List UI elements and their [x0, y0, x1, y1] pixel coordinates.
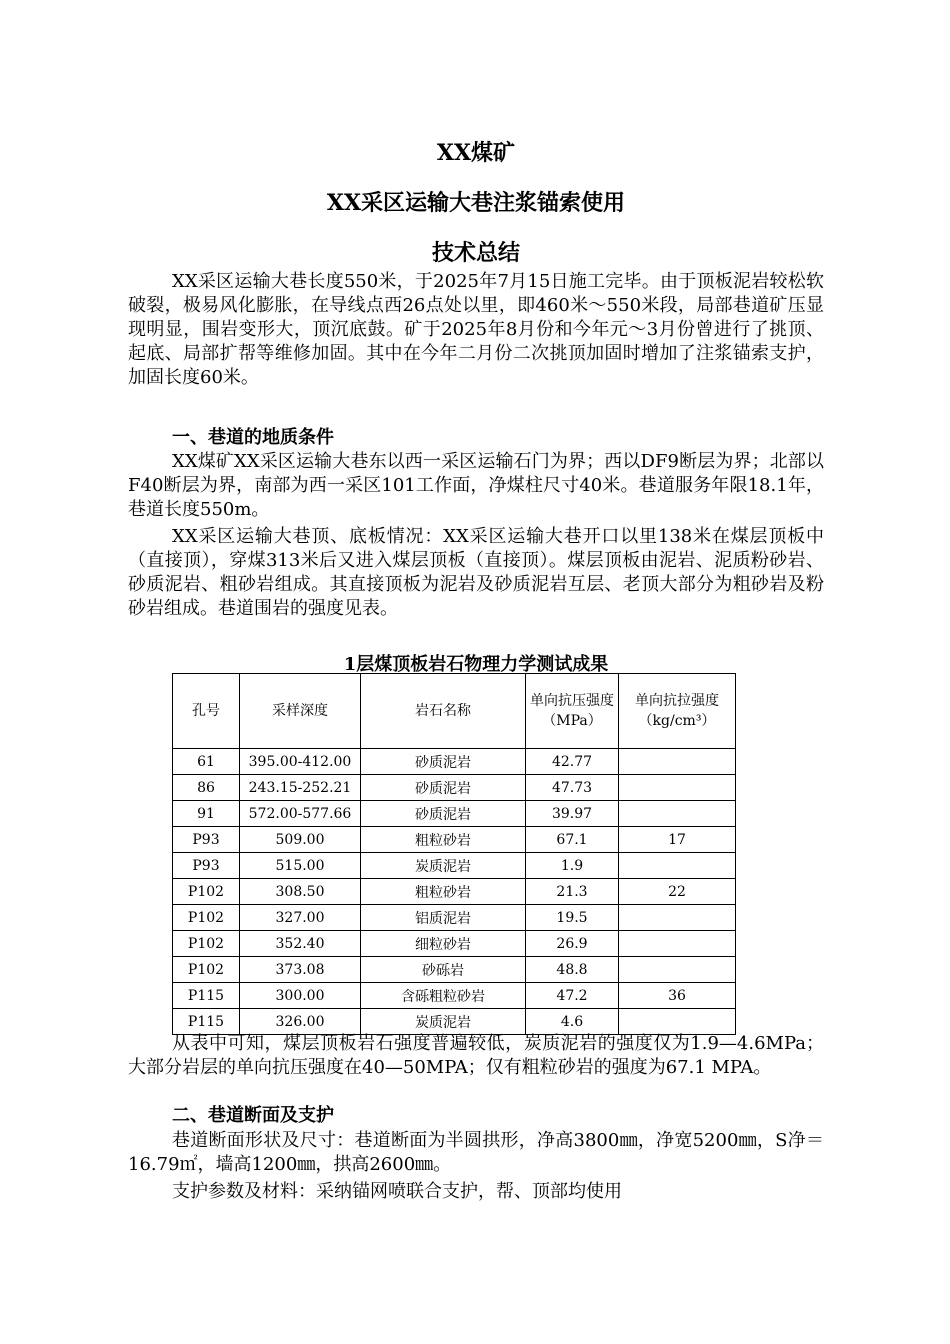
cell-rock-name: 砂质泥岩: [361, 749, 526, 775]
cell-compressive: 4.6: [526, 1009, 619, 1035]
table-body: [173, 749, 736, 1035]
rock-test-table: [172, 673, 736, 1035]
title-subject: XX采区运输大巷注浆锚索使用: [326, 190, 626, 216]
cell-depth: 572.00-577.66: [240, 801, 361, 827]
header-rock-name: 岩石名称: [361, 674, 526, 749]
cell-tensile: 17: [619, 827, 736, 853]
cell-tensile: [619, 749, 736, 775]
table-row: [173, 905, 736, 931]
cell-hole-no: P93: [173, 827, 240, 853]
cell-depth: 300.00: [240, 983, 361, 1009]
cell-compressive: 42.77: [526, 749, 619, 775]
cell-compressive: 67.1: [526, 827, 619, 853]
cell-hole-no: 91: [173, 801, 240, 827]
cell-compressive: 48.8: [526, 957, 619, 983]
cell-depth: 395.00-412.00: [240, 749, 361, 775]
intro-paragraph: XX采区运输大巷长度550米，于2025年7月15日施工完毕。由于顶板泥岩较松软破裂，极易风化膨胀，在导线点西26点处以里，即460米～550米段，局部巷道矿压显现明显，围岩变形大，顶沉底鼓。矿于2025年8月份和今年元～3月份曾进行了挑顶、起底、局部扩帮等维修加固。其中在今年二月份二次挑顶加固时增加了注浆锚索支护，加固长度60米。: [128, 271, 824, 388]
cell-rock-name: 细粒砂岩: [361, 931, 526, 957]
cell-hole-no: 86: [173, 775, 240, 801]
cell-compressive: 21.3: [526, 879, 619, 905]
cell-hole-no: P102: [173, 957, 240, 983]
table-row: [173, 749, 736, 775]
cell-rock-name: 粗粒砂岩: [361, 879, 526, 905]
cell-compressive: 39.97: [526, 801, 619, 827]
header-compressive: 单向抗压强度（MPa）: [526, 674, 619, 749]
cell-rock-name: 砂砾岩: [361, 957, 526, 983]
cell-hole-no: P102: [173, 905, 240, 931]
cell-rock-name: 砂质泥岩: [361, 801, 526, 827]
header-tensile: 单向抗拉强度（kg/cm³）: [619, 674, 736, 749]
cell-depth: 509.00: [240, 827, 361, 853]
cell-compressive: 47.2: [526, 983, 619, 1009]
cell-tensile: [619, 853, 736, 879]
cell-rock-name: 炭质泥岩: [361, 1009, 526, 1035]
cell-depth: 352.40: [240, 931, 361, 957]
table-row: [173, 801, 736, 827]
cell-tensile: [619, 905, 736, 931]
section2-paragraph-1: 巷道断面形状及尺寸：巷道断面为半圆拱形，净高3800㎜，净宽5200㎜，S净＝16.79㎡，墙高1200㎜，拱高2600㎜。: [128, 1130, 824, 1175]
table-row: [173, 879, 736, 905]
cell-rock-name: 铝质泥岩: [361, 905, 526, 931]
table-row: [173, 957, 736, 983]
cell-tensile: [619, 775, 736, 801]
section2-paragraph-2: 支护参数及材料：采纳锚网喷联合支护，帮、顶部均使用: [172, 1181, 622, 1202]
cell-hole-no: P115: [173, 1009, 240, 1035]
table-row: [173, 931, 736, 957]
cell-depth: 308.50: [240, 879, 361, 905]
cell-tensile: 22: [619, 879, 736, 905]
table-row: [173, 827, 736, 853]
cell-rock-name: 粗粒砂岩: [361, 827, 526, 853]
cell-hole-no: P102: [173, 931, 240, 957]
cell-rock-name: 含砾粗粒砂岩: [361, 983, 526, 1009]
cell-depth: 243.15-252.21: [240, 775, 361, 801]
cell-hole-no: 61: [173, 749, 240, 775]
cell-hole-no: P93: [173, 853, 240, 879]
cell-hole-no: P102: [173, 879, 240, 905]
cell-hole-no: P115: [173, 983, 240, 1009]
table-row: [173, 1009, 736, 1035]
header-depth: 采样深度: [240, 674, 361, 749]
table-header-row: [173, 674, 736, 749]
title-mine: XX煤矿: [436, 140, 516, 166]
title-summary: 技术总结: [431, 240, 520, 266]
cell-rock-name: 炭质泥岩: [361, 853, 526, 879]
cell-tensile: 36: [619, 983, 736, 1009]
table-row: [173, 775, 736, 801]
section1-paragraph-2: XX采区运输大巷顶、底板情况：XX采区运输大巷开口以里138米在煤层顶板中（直接顶），穿煤313米后又进入煤层顶板（直接顶）。煤层顶板由泥岩、泥质粉砂岩、砂质泥岩、粗砂岩组成。其直接顶板为泥岩及砂质泥岩互层、老顶大部分为粗砂岩及粉砂岩组成。巷道围岩的强度见表。: [128, 526, 824, 619]
cell-compressive: 1.9: [526, 853, 619, 879]
cell-compressive: 26.9: [526, 931, 619, 957]
cell-depth: 515.00: [240, 853, 361, 879]
cell-tensile: [619, 801, 736, 827]
table-row: [173, 983, 736, 1009]
section1-paragraph-1: XX煤矿XX采区运输大巷东以西一采区运输石门为界；西以DF9断层为界；北部以F40断层为界，南部为西一采区101工作面，净煤柱尺寸40米。巷道服务年限18.1年，巷道长度550m。: [128, 451, 824, 520]
cell-depth: 327.00: [240, 905, 361, 931]
section2-heading: 二、巷道断面及支护: [172, 1105, 334, 1126]
cell-compressive: 47.73: [526, 775, 619, 801]
cell-tensile: [619, 931, 736, 957]
table-row: [173, 853, 736, 879]
section1-heading: 一、巷道的地质条件: [172, 427, 334, 448]
cell-depth: 326.00: [240, 1009, 361, 1035]
cell-rock-name: 砂质泥岩: [361, 775, 526, 801]
header-hole-no: 孔号: [173, 674, 240, 749]
cell-depth: 373.08: [240, 957, 361, 983]
cell-tensile: [619, 1009, 736, 1035]
cell-compressive: 19.5: [526, 905, 619, 931]
after-table-paragraph: 从表中可知，煤层顶板岩石强度普遍较低，炭质泥岩的强度仅为1.9—4.6MPa；大部分岩层的单向抗压强度在40—50MPA；仅有粗粒砂岩的强度为67.1 MPA。: [128, 1033, 824, 1078]
table-caption: 1层煤顶板岩石物理力学测试成果: [343, 654, 609, 675]
cell-tensile: [619, 957, 736, 983]
